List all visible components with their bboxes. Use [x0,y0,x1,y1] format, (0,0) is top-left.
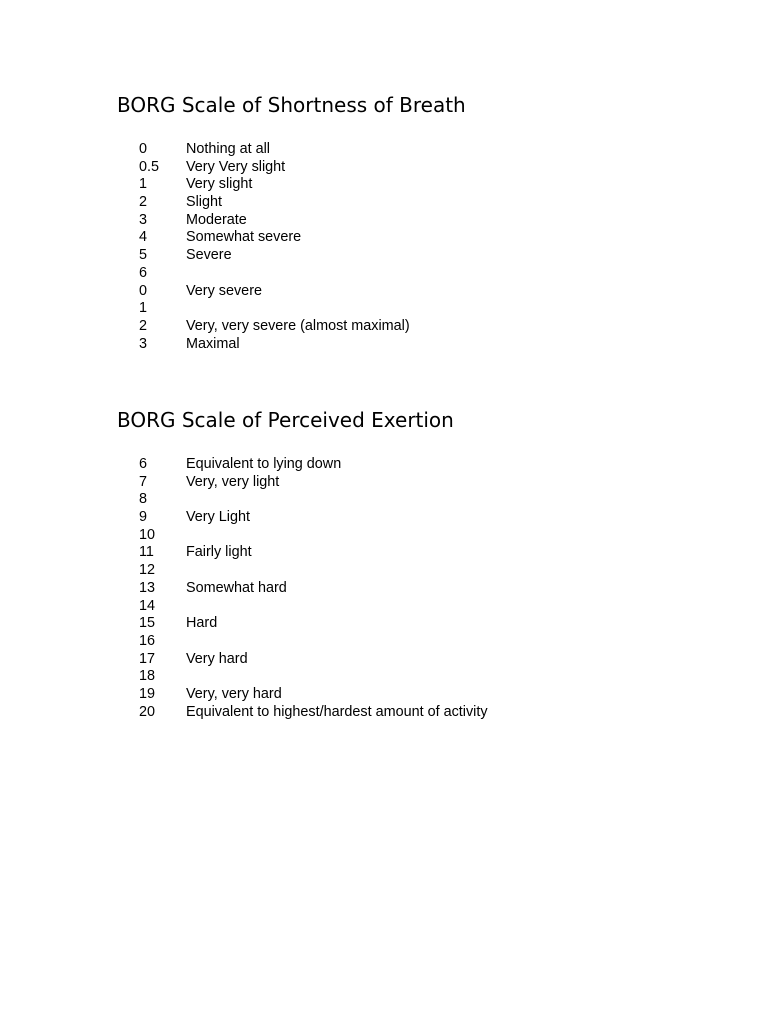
scale-row [139,474,488,492]
scale-value: 3 [139,335,148,352]
scale-description: Very Very slight [186,158,286,175]
scale-row [139,615,488,633]
scale-value: 3 [139,211,148,228]
scale-description: Slight [186,194,222,211]
scale-description: Somewhat severe [186,229,302,246]
scale-value: 1 [139,300,148,317]
scale-value: 5 [139,247,148,264]
scale-row [139,456,488,474]
scale-value: 2 [139,317,148,334]
scale-value: 6 [139,264,148,281]
scale-row [139,176,410,194]
scale-value: 20 [139,703,156,720]
scale-value: 0.5 [139,158,160,175]
scale-list [139,456,488,721]
scale-value: 0 [139,282,148,299]
scale-description: Very Light [186,509,250,526]
scale-row [139,651,488,669]
scale-value: 14 [139,597,156,614]
scale-row [139,229,410,247]
scale-description: Very slight [186,176,253,193]
scale-row [139,598,488,616]
scale-description: Somewhat hard [186,579,287,596]
scale-row [139,300,410,318]
scale-row [139,704,488,722]
scale-row [139,527,488,545]
scale-row [139,633,488,651]
scale-row [139,212,410,230]
scale-row [139,668,488,686]
scale-row [139,283,410,301]
scale-description: Equivalent to lying down [186,456,342,472]
scale-description: Very, very light [186,473,280,490]
scale-value: 8 [139,491,148,508]
scale-value: 19 [139,685,156,702]
section-title: BORG Scale of Perceived Exertion [117,408,454,432]
scale-description: Nothing at all [186,141,270,157]
scale-value: 16 [139,632,156,649]
scale-row [139,247,410,265]
section-title: BORG Scale of Shortness of Breath [117,93,466,117]
scale-description: Fairly light [186,544,252,561]
scale-description: Severe [186,247,232,264]
scale-row [139,509,488,527]
scale-list [139,141,410,353]
scale-row [139,580,488,598]
scale-row [139,141,410,159]
scale-value: 18 [139,668,156,685]
scale-row [139,686,488,704]
scale-row [139,159,410,177]
scale-description: Equivalent to highest/hardest amount of activity [186,703,488,720]
scale-row [139,562,488,580]
scale-description: Maximal [186,335,240,352]
scale-value: 13 [139,579,156,596]
scale-row [139,265,410,283]
scale-description: Very severe [186,282,262,299]
scale-row [139,318,410,336]
scale-value: 10 [139,526,156,543]
scale-value: 7 [139,473,148,490]
scale-value: 4 [139,229,148,246]
scale-description: Very, very severe (almost maximal) [186,317,410,334]
scale-row [139,544,488,562]
scale-description: Very hard [186,650,248,667]
scale-description: Hard [186,615,218,632]
scale-description: Very, very hard [186,685,282,702]
scale-value: 0 [139,141,148,157]
scale-row [139,194,410,212]
shortness-of-breath-section [117,91,717,352]
scale-row [139,336,410,354]
scale-value: 15 [139,615,156,632]
scale-row [139,491,488,509]
scale-description: Moderate [186,211,247,228]
scale-value: 6 [139,456,148,472]
scale-value: 2 [139,194,148,211]
scale-value: 9 [139,509,148,526]
scale-value: 12 [139,562,156,579]
perceived-exertion-section [117,406,717,720]
scale-value: 11 [139,544,154,561]
scale-value: 17 [139,650,156,667]
scale-value: 1 [139,176,148,193]
